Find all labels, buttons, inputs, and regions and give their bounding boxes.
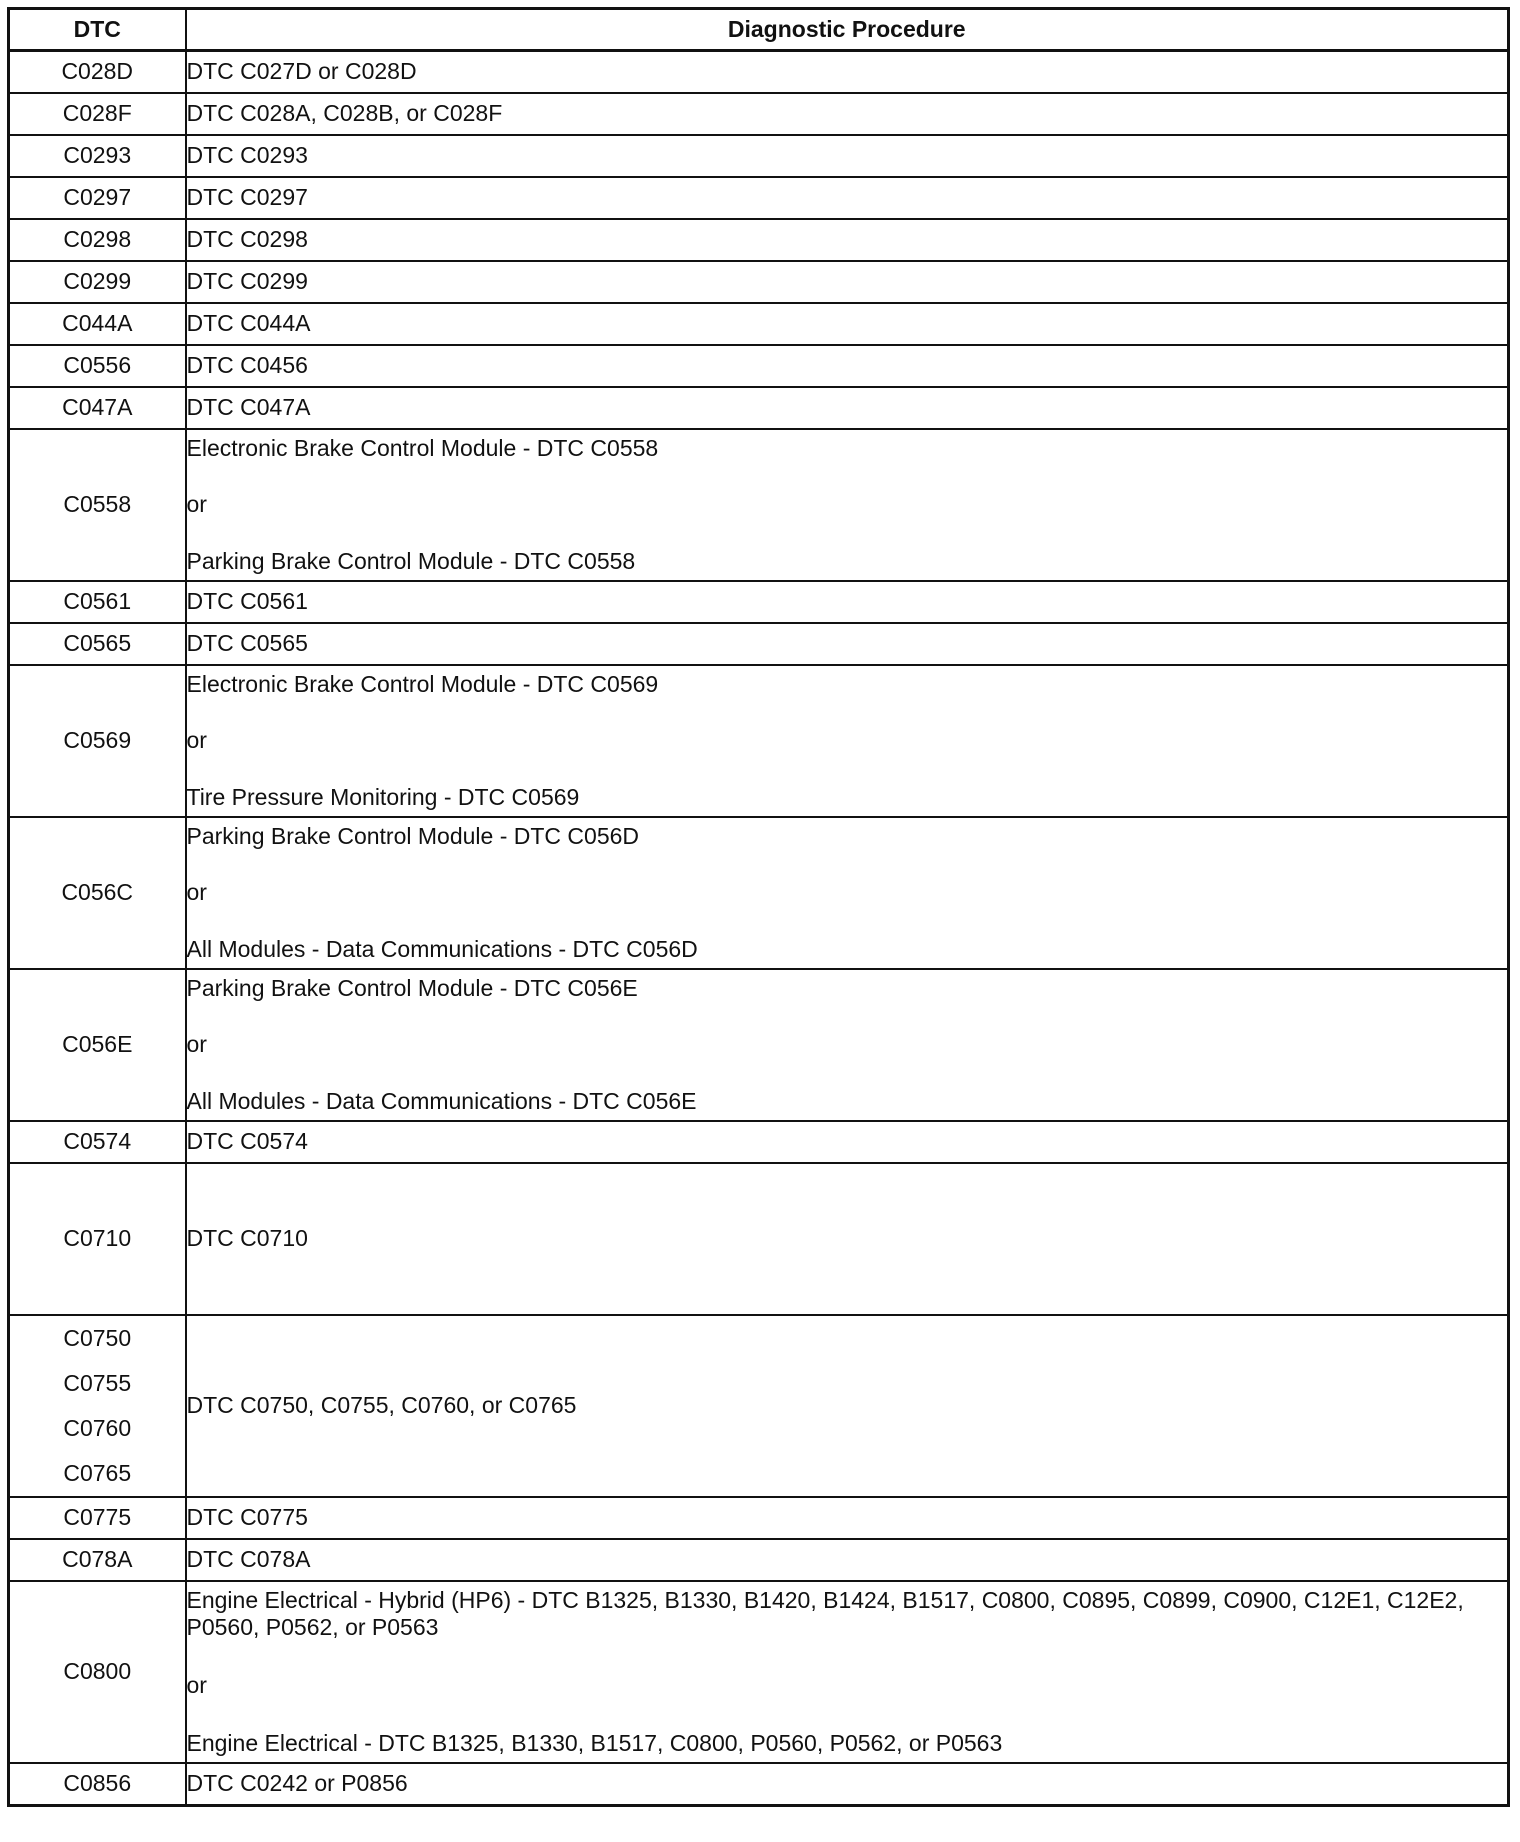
- or-separator: or: [186, 491, 207, 518]
- or-separator: or: [186, 727, 207, 754]
- dtc-code: C0750: [63, 1325, 132, 1351]
- dtc-code-cell: C0569: [9, 665, 186, 817]
- dtc-code-cell: C0298: [9, 219, 186, 261]
- procedure-link[interactable]: Tire Pressure Monitoring - DTC C0569: [186, 783, 580, 810]
- table-row: [9, 1497, 1509, 1539]
- procedure-link[interactable]: Parking Brake Control Module - DTC C056E: [186, 975, 638, 1001]
- procedure-link[interactable]: DTC C044A: [186, 303, 1509, 345]
- table-row: [9, 623, 1509, 665]
- procedure-link[interactable]: Engine Electrical - DTC B1325, B1330, B1517, C0800, P0560, P0562, or P0563: [186, 1729, 1003, 1756]
- table-row: [9, 581, 1509, 623]
- procedure-cell: [186, 1581, 1509, 1763]
- dtc-code-cell: C0561: [9, 581, 186, 623]
- table-row: [9, 135, 1509, 177]
- column-header-diagnostic-procedure: Diagnostic Procedure: [186, 9, 1509, 51]
- table-row: [9, 1163, 1509, 1315]
- procedure-link[interactable]: DTC C027D or C028D: [186, 51, 1509, 94]
- dtc-code-cell: C044A: [9, 303, 186, 345]
- table-row: [9, 387, 1509, 429]
- dtc-code-cell: C028D: [9, 51, 186, 94]
- procedure-link[interactable]: DTC C028A, C028B, or C028F: [186, 93, 1509, 135]
- dtc-code-cell: C0856: [9, 1763, 186, 1806]
- dtc-code-cell: C028F: [9, 93, 186, 135]
- procedure-cell: [186, 665, 1509, 817]
- table-row: [9, 177, 1509, 219]
- table-row: [9, 969, 1509, 1121]
- dtc-code: C0760: [63, 1414, 132, 1441]
- procedure-cell: [186, 817, 1509, 969]
- table-row: [9, 1763, 1509, 1806]
- procedure-link[interactable]: DTC C0299: [186, 261, 1509, 303]
- procedure-link[interactable]: Electronic Brake Control Module - DTC C0558: [186, 435, 659, 461]
- table-row: [9, 303, 1509, 345]
- dtc-code-cell: C0556: [9, 345, 186, 387]
- table-row: [9, 261, 1509, 303]
- table-row: [9, 219, 1509, 261]
- dtc-code-cell: C0800: [9, 1581, 186, 1763]
- procedure-link[interactable]: DTC C047A: [186, 387, 1509, 429]
- procedure-link[interactable]: DTC C0565: [186, 623, 1509, 665]
- table-row: [9, 1581, 1509, 1763]
- procedure-link[interactable]: DTC C0750, C0755, C0760, or C0765: [186, 1315, 1509, 1497]
- table-row: [9, 51, 1509, 94]
- procedure-link[interactable]: Parking Brake Control Module - DTC C056D: [186, 823, 640, 849]
- dtc-code-cell: C0558: [9, 429, 186, 581]
- table-row: [9, 429, 1509, 581]
- dtc-code-cell: C047A: [9, 387, 186, 429]
- or-separator: or: [186, 1031, 207, 1058]
- procedure-link[interactable]: DTC C0775: [186, 1497, 1509, 1539]
- dtc-code-cell: C0574: [9, 1121, 186, 1163]
- dtc-code-cell: C078A: [9, 1539, 186, 1581]
- procedure-link[interactable]: All Modules - Data Communications - DTC C056E: [186, 1087, 697, 1114]
- dtc-code-cell: C0775: [9, 1497, 186, 1539]
- or-separator: or: [186, 879, 207, 906]
- procedure-link[interactable]: DTC C0710: [186, 1163, 1509, 1315]
- table-row: [9, 665, 1509, 817]
- procedure-link[interactable]: DTC C0293: [186, 135, 1509, 177]
- dtc-procedure-table: [7, 7, 1510, 1807]
- table-row: [9, 1315, 1509, 1497]
- dtc-code-cell: C056E: [9, 969, 186, 1121]
- procedure-link[interactable]: DTC C0456: [186, 345, 1509, 387]
- dtc-code: C0765: [63, 1459, 132, 1486]
- dtc-code-cell: C0293: [9, 135, 186, 177]
- procedure-link[interactable]: DTC C0298: [186, 219, 1509, 261]
- procedure-link[interactable]: Electronic Brake Control Module - DTC C0569: [186, 671, 659, 697]
- procedure-cell: [186, 969, 1509, 1121]
- table-header-row: [9, 9, 1509, 51]
- procedure-link[interactable]: Parking Brake Control Module - DTC C0558: [186, 547, 636, 574]
- dtc-code-cell: C0297: [9, 177, 186, 219]
- dtc-code: C0755: [63, 1369, 132, 1396]
- table-row: [9, 93, 1509, 135]
- dtc-code-list-cell: [9, 1315, 186, 1497]
- table-row: [9, 345, 1509, 387]
- table-row: [9, 817, 1509, 969]
- procedure-link[interactable]: DTC C0574: [186, 1121, 1509, 1163]
- column-header-dtc: DTC: [9, 9, 186, 51]
- dtc-code-cell: C0710: [9, 1163, 186, 1315]
- procedure-cell: [186, 429, 1509, 581]
- dtc-code-cell: C0299: [9, 261, 186, 303]
- procedure-link[interactable]: DTC C0297: [186, 177, 1509, 219]
- procedure-link[interactable]: DTC C0242 or P0856: [186, 1763, 1509, 1806]
- or-separator: or: [186, 1672, 207, 1698]
- procedure-link[interactable]: DTC C0561: [186, 581, 1509, 623]
- dtc-code-cell: C056C: [9, 817, 186, 969]
- procedure-link[interactable]: Engine Electrical - Hybrid (HP6) - DTC B1325, B1330, B1420, B1424, B1517, C0800, C0895, C0899, C0900, C12E1, C12E2, P0560, P0562, or P0563: [186, 1587, 1464, 1641]
- procedure-link[interactable]: DTC C078A: [186, 1539, 1509, 1581]
- procedure-link[interactable]: All Modules - Data Communications - DTC C056D: [186, 935, 698, 962]
- dtc-code-cell: C0565: [9, 623, 186, 665]
- table-row: [9, 1539, 1509, 1581]
- table-row: [9, 1121, 1509, 1163]
